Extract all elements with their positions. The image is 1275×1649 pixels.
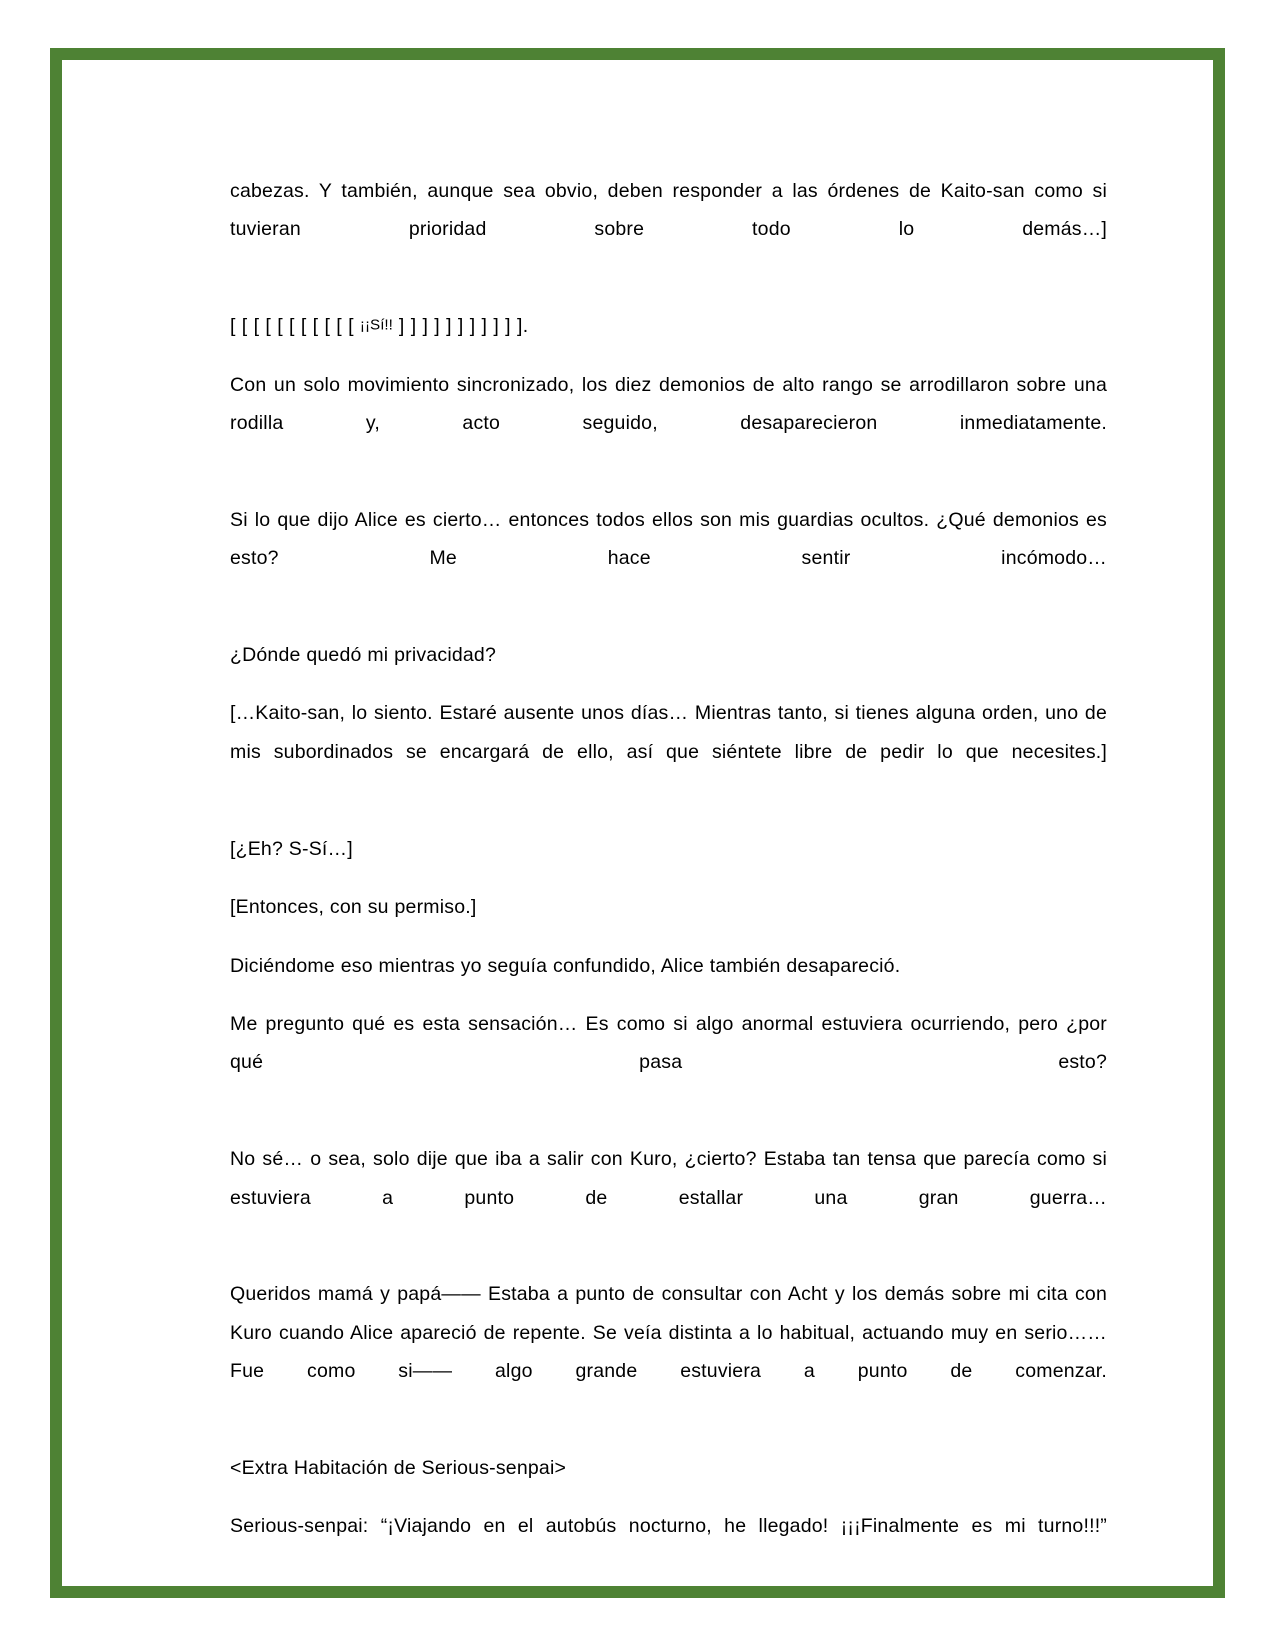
paragraph-11: No sé… o sea, solo dije que iba a salir con Kuro, ¿cierto? Estaba tan tensa que parecía como si estuviera a punto de estallar una gran guerra… <box>230 1148 1107 1209</box>
document-text-column <box>230 172 1107 1584</box>
paragraph-2-bracket-chorus <box>230 307 1107 345</box>
paragraph-12: Queridos mamá y papá—— Estaba a punto de consultar con Acht y los demás sobre mi cita con Kuro cuando Alice apareció de repente. Se veía distinta a lo habitual, actuando muy en serio…… Fue como si—— algo grande estuviera a punto de comenzar. <box>230 1283 1107 1383</box>
paragraph-8: [Entonces, con su permiso.] <box>230 896 477 919</box>
bracket-open-run: [ [ [ [ [ [ [ [ [ [ [ <box>230 315 360 338</box>
paragraph-10: Me pregunto qué es esta sensación… Es como si algo anormal estuviera ocurriendo, pero ¿por qué pasa esto? <box>230 1012 1107 1074</box>
paragraph-4: Si lo que dijo Alice es cierto… entonces todos ellos son mis guardias ocultos. ¿Qué demonios es esto? Me hace sentir incómodo… <box>230 508 1107 570</box>
paragraph-13-extra-room-heading: <Extra Habitación de Serious-senpai> <box>230 1456 567 1479</box>
bracket-close-run: ] ] ] ] ] ] ] ] ] ] ]. <box>392 315 529 338</box>
paragraph-3: Con un solo movimiento sincronizado, los diez demonios de alto rango se arrodillaron sobre una rodilla y, acto seguido, desaparecieron inmediatamente. <box>230 373 1107 435</box>
page-green-border-frame <box>50 48 1225 1598</box>
paragraph-9: Diciéndome eso mientras yo seguía confundido, Alice también desapareció. <box>230 954 901 977</box>
bracket-emphasis-text: ¡¡Sí!! <box>359 316 393 334</box>
paragraph-7: [¿Eh? S-Sí…] <box>230 837 353 860</box>
paragraph-6: […Kaito-san, lo siento. Estaré ausente unos días… Mientras tanto, si tienes alguna orden, uno de mis subordinados se encargará de ello, así que siéntete libre de pedir lo que necesites.] <box>230 702 1107 763</box>
paragraph-1: cabezas. Y también, aunque sea obvio, deben responder a las órdenes de Kaito-san como si tuvieran prioridad sobre todo lo demás…] <box>230 180 1107 241</box>
paragraph-5: ¿Dónde quedó mi privacidad? <box>230 644 497 667</box>
paragraph-14-serious-senpai-line: Serious-senpai: “¡Viajando en el autobús nocturno, he llegado! ¡¡¡Finalmente es mi turno!!!” <box>230 1515 1107 1538</box>
